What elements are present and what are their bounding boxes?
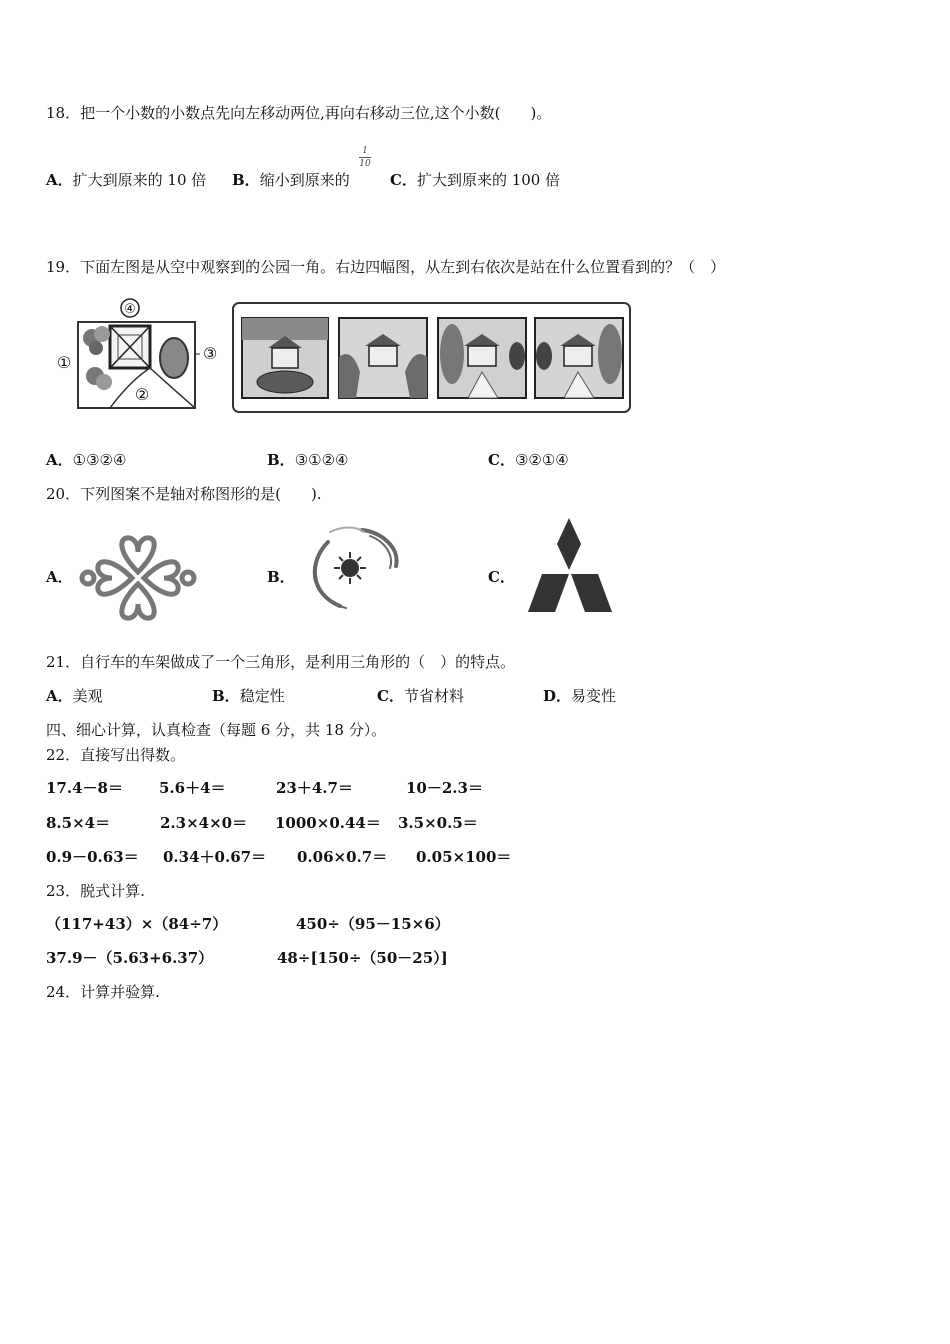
q19-park-map <box>50 296 230 414</box>
q18-option-c <box>390 170 560 190</box>
q19-four-views <box>232 302 632 414</box>
q20-knot-pattern <box>78 532 198 624</box>
q23-item-1: （117+43）×（84÷7） <box>46 915 228 933</box>
q18-option-b <box>232 170 350 190</box>
q19-map-label-1: ① <box>56 353 72 372</box>
q18-fraction-denominator: 10 <box>359 159 371 169</box>
q19-option-c-text: ③②①④ <box>514 451 569 469</box>
q21-option-c <box>377 686 464 706</box>
q22-r3-c2: 0.34＋0.67＝ <box>163 848 267 866</box>
q23-item-4: 48÷[150÷（50－25）] <box>277 949 448 967</box>
q22-r2-c2: 2.3×4×0＝ <box>160 814 248 832</box>
q18-option-a-text: 扩大到原来的 10 倍 <box>72 171 207 189</box>
q18-option-c-text: 扩大到原来的 100 倍 <box>416 171 561 189</box>
q19-option-a-letter: A． <box>46 451 73 469</box>
q19-view-3 <box>438 318 526 398</box>
q21-option-d <box>543 686 616 706</box>
q18-option-b-text: 缩小到原来的 <box>259 171 350 189</box>
q18-option-a-letter: A． <box>46 171 73 189</box>
q21-option-a-letter: A． <box>46 687 73 705</box>
q22-r3-c4: 0.05×100＝ <box>416 848 512 866</box>
q21-option-b-text: 稳定性 <box>239 687 285 705</box>
q19-map-label-4: ④ <box>124 302 136 317</box>
q22-r1-c2: 5.6＋4＝ <box>159 779 226 797</box>
q24-stem: 24．计算并验算. <box>46 983 160 1001</box>
q22-r3-c3: 0.06×0.7＝ <box>297 848 388 866</box>
q19-map-label-2: ② <box>134 385 150 404</box>
section-4-title: 四、细心计算，认真检查（每题 6 分，共 18 分）。 <box>46 721 387 739</box>
q21-option-b <box>212 686 285 706</box>
q20-option-a-letter: A． <box>46 568 73 586</box>
q22-r2-c1: 8.5×4＝ <box>46 814 111 832</box>
q19-option-b <box>267 450 348 470</box>
q23-stem: 23．脱式计算. <box>46 882 145 900</box>
q22-r2-c3: 1000×0.44＝ <box>275 814 381 832</box>
q22-stem: 22．直接写出得数。 <box>46 746 186 764</box>
q18-options <box>46 170 206 190</box>
q19-map-label-3: ③ <box>202 344 218 363</box>
q22-r2-c4: 3.5×0.5＝ <box>398 814 478 832</box>
q18-stem: 18．把一个小数的小数点先向左移动两位,再向右移动三位,这个小数( )。 <box>46 104 552 122</box>
q18-fraction-numerator: 1 <box>362 146 368 156</box>
q20-stem: 20．下列图案不是轴对称图形的是( ). <box>46 485 322 503</box>
q19-option-c-letter: C． <box>488 451 515 469</box>
q22-r3-c1: 0.9－0.63＝ <box>46 848 139 866</box>
q19-stem: 19．下面左图是从空中观察到的公园一角。右边四幅图，从左到右依次是站在什么位置看到的？（ ） <box>46 258 726 276</box>
q19-option-b-text: ③①②④ <box>294 451 349 469</box>
q21-option-a <box>46 686 103 706</box>
q21-option-d-text: 易变性 <box>571 687 617 705</box>
q20-option-c-letter: C． <box>488 568 515 586</box>
q22-r1-c1: 17.4－8＝ <box>46 779 123 797</box>
q20-swirl-sun-pattern <box>300 522 404 614</box>
q21-option-c-letter: C． <box>377 687 404 705</box>
q21-option-a-text: 美观 <box>72 687 103 705</box>
q20-option-b-letter: B． <box>267 568 295 586</box>
q23-item-2: 450÷（95－15×6） <box>296 915 450 933</box>
q18-option-c-letter: C． <box>390 171 417 189</box>
q19-option-b-letter: B． <box>267 451 295 469</box>
q19-option-a <box>46 450 126 470</box>
q21-option-d-letter: D． <box>543 687 572 705</box>
q21-stem: 21．自行车的车架做成了一个三角形，是利用三角形的（ ）的特点。 <box>46 653 516 671</box>
q18-fraction <box>359 146 371 169</box>
q19-option-a-text: ①③②④ <box>72 451 127 469</box>
q19-view-4 <box>535 318 623 398</box>
q21-option-c-text: 节省材料 <box>403 687 464 705</box>
q19-view-1 <box>242 318 328 398</box>
q22-r1-c4: 10－2.3＝ <box>406 779 483 797</box>
q19-option-c <box>488 450 569 470</box>
q23-item-3: 37.9－（5.63+6.37） <box>46 949 214 967</box>
q19-view-2 <box>339 318 427 398</box>
q18-option-b-letter: B． <box>232 171 260 189</box>
q22-r1-c3: 23＋4.7＝ <box>276 779 353 797</box>
q20-three-diamonds-pattern <box>524 516 618 616</box>
q21-option-b-letter: B． <box>212 687 240 705</box>
